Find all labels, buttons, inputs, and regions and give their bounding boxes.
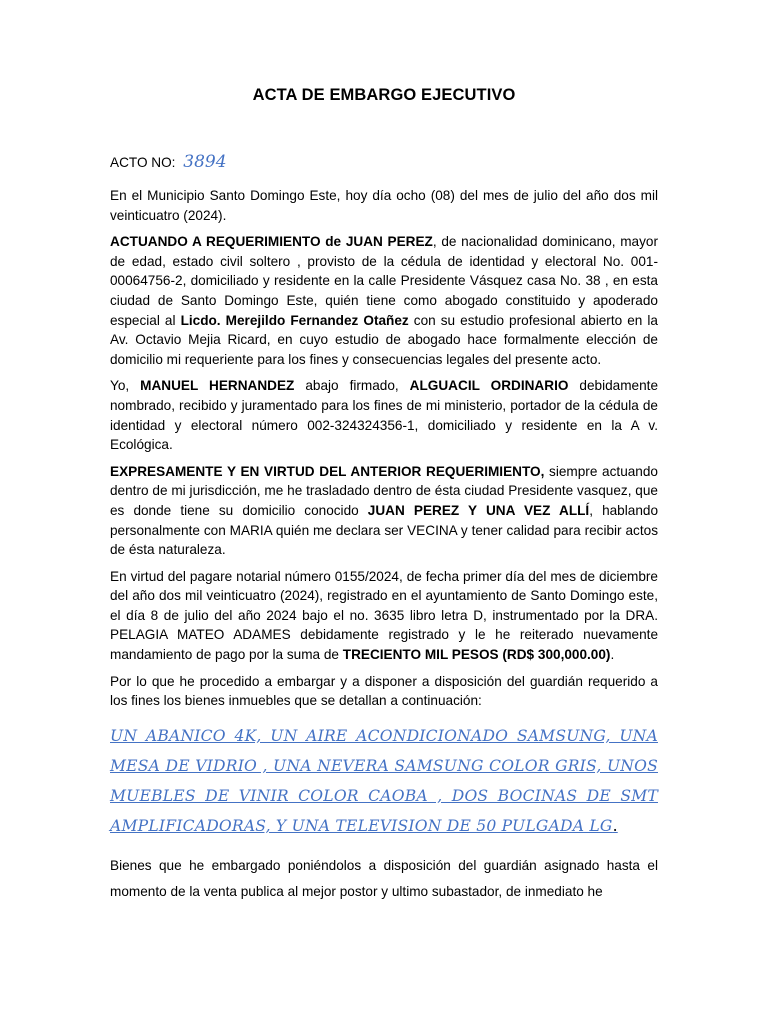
acto-label: ACTO NO:	[110, 155, 176, 170]
note-amount: TRECIENTO MIL PESOS (RD$ 300,000.00)	[342, 647, 611, 663]
note-text-1: En virtud del pagare notarial número 0155/2024, de fecha primer día del mes de diciembre del año dos mil veinticuatro (2024), registrado en el ayuntamiento de Santo Domingo este, el día 8 de julio del año 2024 bajo el no. 3635 libro letra D, instrumentado por la DRA. PELAGIA MATEO ADAMES debidamente registrado y le he reiterado nuevamente mandamiento de pago por la suma de	[110, 568, 658, 663]
bailiff-text-1: Yo,	[110, 378, 141, 394]
seized-assets-text: UN ABANICO 4K, UN AIRE ACONDICIONADO SAMSUNG, UNA MESA DE VIDRIO , UNA NEVERA SAMSUNG COLOR GRIS, UNOS MUEBLES DE VINIR COLOR CAOBA , DOS BOCINAS DE SMT AMPLIFICADORAS, Y UNA TELEVISION DE 50 PULGADA LG	[110, 726, 658, 835]
transfer-text-2: , hablando personalmente con MARIA quién me declara ser VECINA y tener calidad para recibir actos de ésta naturaleza.	[110, 502, 659, 558]
transfer-heading: EXPRESAMENTE Y EN VIRTUD DEL ANTERIOR REQUERIMIENTO,	[110, 463, 545, 479]
lawyer-name: Licdo. Merejildo Fernandez Otañez	[180, 312, 409, 328]
paragraph-transfer	[110, 462, 658, 560]
paragraph-requirement	[110, 232, 658, 369]
note-text-2: .	[610, 647, 615, 663]
bailiff-text-2: abajo firmado,	[294, 378, 410, 394]
transfer-text-1: siempre actuando dentro de mi jurisdicción, me he trasladado dentro de ésta ciudad Presidente vasquez, que es donde tiene su domicilio conocido	[110, 463, 658, 518]
seized-assets-end: .	[612, 816, 618, 835]
paragraph-promissory-note	[110, 567, 658, 665]
paragraph-custody: Bienes que he embargado poniéndolos a disposición del guardián asignado hasta el momento de la venta publica al mejor postor y ultimo subastador, de inmediato he	[110, 857, 658, 899]
document-title: ACTA DE EMBARGO EJECUTIVO	[252, 86, 516, 104]
requirement-text-1: , de nacionalidad dominicano, mayor de edad, estado civil soltero , provisto de la cédula de identidad y electoral No. 001-00064756-2, domiciliado y residente en la calle Presidente Vásquez casa No. 38 , en esta ciudad de Santo Domingo Este, quién tiene como abogado constituido y apoderado especial al	[110, 234, 658, 328]
acto-number-line	[110, 149, 658, 176]
bailiff-title: ALGUACIL ORDINARIO	[409, 378, 569, 394]
paragraph-date: En el Municipio Santo Domingo Este, hoy día ocho (08) del mes de julio del año dos mil veinticuatro (2024).	[110, 188, 658, 223]
requirement-heading: ACTUANDO A REQUERIMIENTO de JUAN PEREZ	[110, 234, 433, 250]
paragraph-seizure-intro: Por lo que he procedido a embargar y a disponer a disposición del guardián requerido a los fines los bienes inmuebles que se detallan a continuación:	[110, 673, 658, 709]
document-body	[110, 86, 658, 905]
transfer-debtor: JUAN PEREZ Y UNA VEZ ALLÍ	[367, 502, 590, 518]
bailiff-name: MANUEL HERNANDEZ	[140, 378, 295, 394]
seized-assets-list	[110, 721, 658, 841]
requirement-text-2: con su estudio profesional abierto en la Av. Octavio Mejia Ricard, en cuyo estudio de abogado hace formalmente elección de domicilio mi requeriente para los fines y consecuencias legales del presente acto.	[110, 312, 658, 367]
acto-number: 3894	[183, 152, 227, 172]
paragraph-bailiff	[110, 376, 658, 454]
bailiff-text-3: debidamente nombrado, recibido y juramentado para los fines de mi ministerio, portador de la cédula de identidad y electoral número 002-324324356-1, domiciliado y residente en la A v. Ecológica.	[110, 378, 659, 453]
